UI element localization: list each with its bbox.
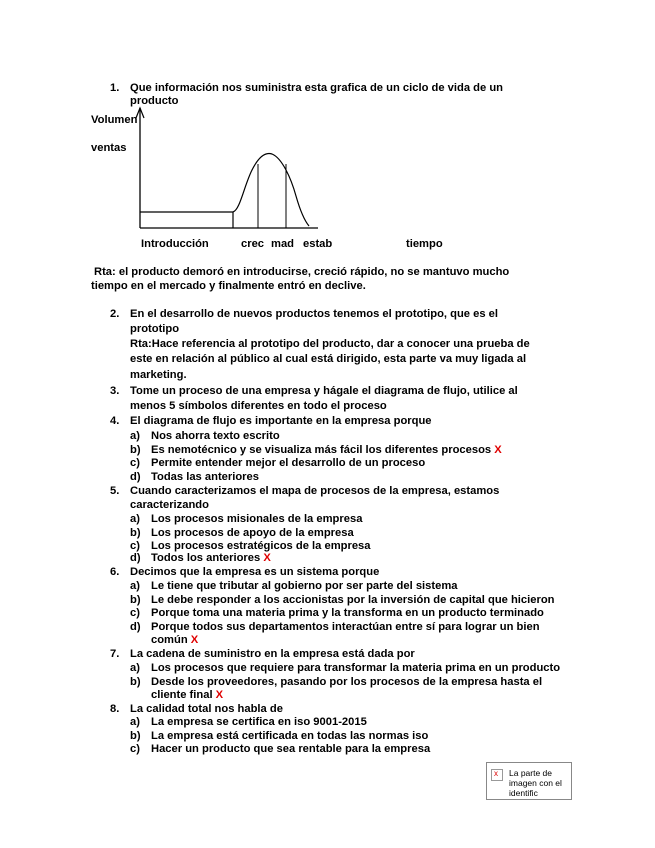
q4-option-b xyxy=(151,444,502,457)
q6-option-b-letter: b) xyxy=(130,594,141,606)
q4-number: 4. xyxy=(110,415,120,427)
life-cycle-curve xyxy=(233,154,309,226)
q6-option-d-line2 xyxy=(151,634,198,647)
q3-number: 3. xyxy=(110,385,120,397)
q4-option-c-letter: c) xyxy=(130,457,140,469)
q6-option-a: Le tiene que tributar al gobierno por ser parte del sistema xyxy=(151,580,458,592)
q4-option-c: Permite entender mejor el desarrollo de un proceso xyxy=(151,457,426,469)
q7-text: La cadena de suministro en la empresa está dada por xyxy=(130,648,415,660)
q4-option-b-letter: b) xyxy=(130,444,141,456)
q4-option-b-text: Es nemotécnico y se visualiza más fácil los diferentes procesos xyxy=(151,444,492,456)
q6-option-b: Le debe responder a los accionistas por la inversión de capital que hicieron xyxy=(151,594,555,606)
chart-ylabel: Volumen xyxy=(91,114,138,126)
q2-text-line2: prototipo xyxy=(130,323,180,335)
q5-option-b-letter: b) xyxy=(130,527,141,539)
q5-option-d xyxy=(151,552,271,565)
q6-text: Decimos que la empresa es un sistema porque xyxy=(130,566,380,578)
q5-number: 5. xyxy=(110,485,120,497)
q5-option-c-letter: c) xyxy=(130,540,140,552)
q2-text: En el desarrollo de nuevos productos tenemos el prototipo, que es el xyxy=(130,308,499,320)
q8-option-a-letter: a) xyxy=(130,716,140,728)
q3-text: Tome un proceso de una empresa y hágale el diagrama de flujo, utilice al xyxy=(130,385,518,397)
q4-answer-mark: X xyxy=(494,444,502,456)
x-label-tiempo: tiempo xyxy=(406,238,443,250)
q5-option-d-letter: d) xyxy=(130,552,141,564)
broken-image-text: La parte de imagen con el identific xyxy=(509,768,562,798)
q4-option-d: Todas las anteriores xyxy=(151,471,259,483)
q4-option-a: Nos ahorra texto escrito xyxy=(151,430,280,442)
q4-option-d-letter: d) xyxy=(130,471,141,483)
q5-text: Cuando caracterizamos el mapa de procesos de la empresa, estamos xyxy=(130,485,500,497)
q2-answer-line2: este en relación al público al cual está dirigido, esta parte va muy ligada al xyxy=(130,353,527,365)
q5-option-a: Los procesos misionales de la empresa xyxy=(151,513,363,525)
q7-option-b-text2: cliente final xyxy=(151,689,213,701)
q5-option-d-text: Todos los anteriores xyxy=(151,552,261,564)
q6-option-c-letter: c) xyxy=(130,607,140,619)
q7-option-a: Los procesos que requiere para transformar la materia prima en un producto xyxy=(151,662,561,674)
q8-option-c-letter: c) xyxy=(130,743,140,755)
q1-answer-line1: Rta: el producto demoró en introducirse, creció rápido, no se mantuvo mucho xyxy=(94,266,510,278)
x-label-crec: crec xyxy=(241,238,265,250)
x-label-mad: mad xyxy=(271,238,295,250)
q6-option-d: Porque todos sus departamentos interactúan entre sí para lograr un bien xyxy=(151,621,540,633)
q6-option-a-letter: a) xyxy=(130,580,140,592)
q5-text-line2: caracterizando xyxy=(130,499,209,511)
q1-text: Que información nos suministra esta grafica de un ciclo de vida de un xyxy=(130,82,504,94)
q6-option-d-letter: d) xyxy=(130,621,141,633)
q4-option-a-letter: a) xyxy=(130,430,140,442)
q7-answer-mark: X xyxy=(215,689,224,701)
q8-text: La calidad total nos habla de xyxy=(130,703,283,715)
q8-number: 8. xyxy=(110,703,120,715)
q2-number: 2. xyxy=(110,308,120,320)
q8-option-a: La empresa se certifica en iso 9001-2015 xyxy=(151,716,367,728)
q1-answer-line2: tiempo en el mercado y finalmente entró en declive. xyxy=(91,280,366,292)
q7-option-b: Desde los proveedores, pasando por los procesos de la empresa hasta el xyxy=(151,676,543,688)
q8-option-c: Hacer un producto que sea rentable para la empresa xyxy=(151,743,431,755)
broken-image-placeholder xyxy=(486,762,572,800)
q6-option-c: Porque toma una materia prima y la transforma en un producto terminado xyxy=(151,607,544,619)
q5-answer-mark: X xyxy=(263,552,271,564)
q2-answer-line1: Rta:Hace referencia al prototipo del producto, dar a conocer una prueba de xyxy=(130,338,530,350)
q7-number: 7. xyxy=(110,648,120,660)
chart-ylabel-2: ventas xyxy=(91,142,127,154)
q4-text: El diagrama de flujo es importante en la empresa porque xyxy=(130,415,432,427)
q6-answer-mark: X xyxy=(190,634,199,646)
q1-text-line2: producto xyxy=(130,95,179,107)
x-label-introduccion: Introducción xyxy=(141,238,209,250)
q7-option-b-line2 xyxy=(151,689,223,702)
q2-answer-line3: marketing. xyxy=(130,369,187,381)
q5-option-c: Los procesos estratégicos de la empresa xyxy=(151,540,371,552)
q1-number: 1. xyxy=(110,82,120,94)
x-label-estab: estab xyxy=(303,238,333,250)
q8-option-b: La empresa está certificada en todas las normas iso xyxy=(151,730,429,742)
q3-text-line2: menos 5 símbolos diferentes en todo el proceso xyxy=(130,400,387,412)
q5-option-a-letter: a) xyxy=(130,513,140,525)
q6-option-d-text2: común xyxy=(151,634,188,646)
q7-option-a-letter: a) xyxy=(130,662,140,674)
q5-option-b: Los procesos de apoyo de la empresa xyxy=(151,527,354,539)
broken-image-icon xyxy=(491,769,503,781)
q6-number: 6. xyxy=(110,566,120,578)
q8-option-b-letter: b) xyxy=(130,730,141,742)
q7-option-b-letter: b) xyxy=(130,676,141,688)
